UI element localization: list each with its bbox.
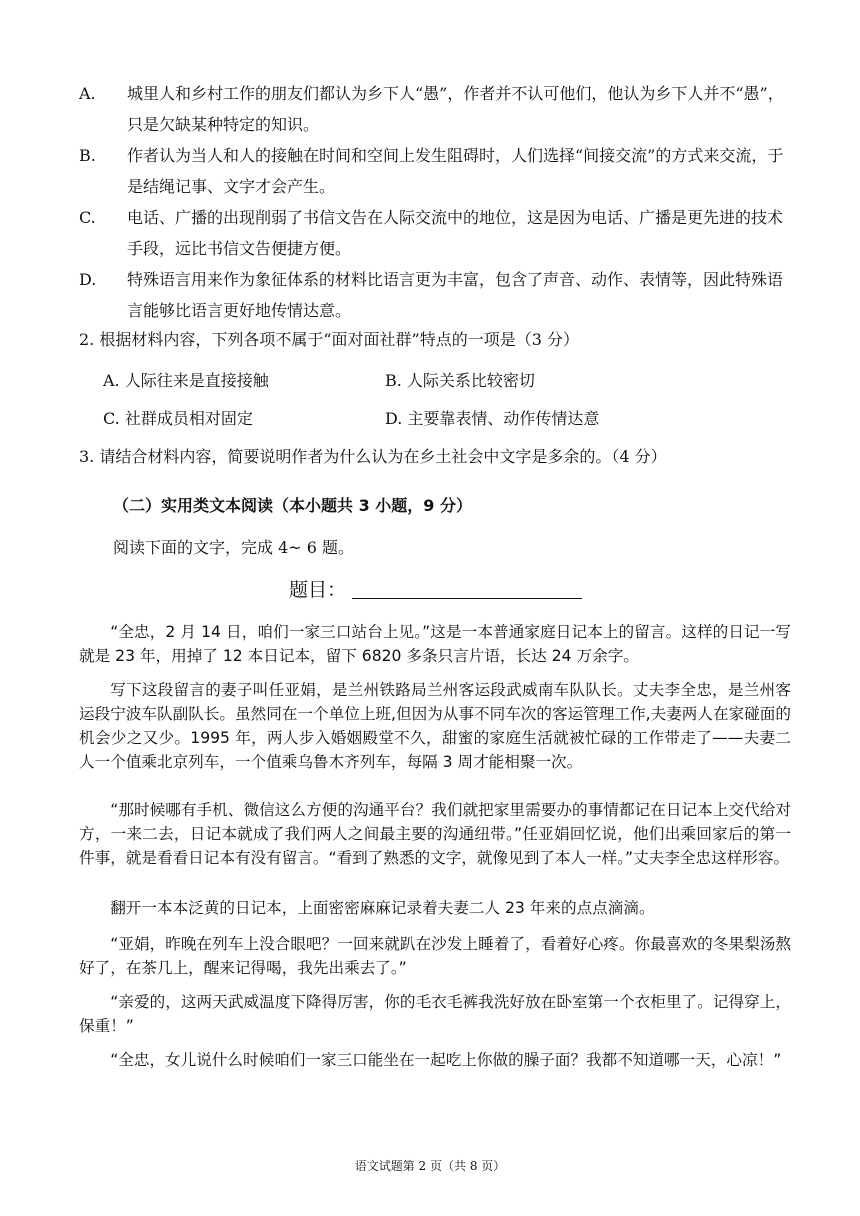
passage-paragraph-2: 写下这段留言的妻子叫任亚娟，是兰州铁路局兰州客运段武威南车队队长。丈夫李全忠，是兰州客运段宁波车队副队长。虽然同在一个单位上班,但因为从事不同车次的客运管理工作,夫妻两人在家碰面的机会少之又少。1995 年，两人步入婚姻殿堂不久，甜蜜的家庭生活就被忙碌的工作带走了——夫妻二人一个值乘北京列车，一个值乘乌鲁木齐列车，每隔 3 周才能相聚一次。 [79, 681, 791, 771]
title-blank-line [289, 575, 582, 602]
q3-stem: 3. 请结合材料内容，简要说明作者为什么认为在乡土社会中文字是多余的。（4 分） [79, 447, 667, 466]
passage-paragraph-4: 翻开一本本泛黄的日记本，上面密密麻麻记录着夫妻二人 23 年来的点点滴滴。 [110, 899, 655, 917]
q2-option-b: B. 人际关系比较密切 [385, 371, 535, 390]
passage-paragraph-5: “亚娟，昨晚在列车上没合眼吧？一回来就趴在沙发上睡着了，看着好心疼。你最喜欢的冬果梨汤熬好了，在茶几上，醒来记得喝，我先出乘去了。” [79, 935, 791, 977]
page-footer: 语文试题第 2 页（共 8 页） [354, 1159, 506, 1173]
option-text: 城里人和乡村工作的朋友们都认为乡下人“愚”，作者并不认可他们，他认为乡下人并不“愚”，只是欠缺某种特定的知识。 [127, 84, 784, 134]
option-letter: C. [79, 208, 96, 227]
q2-stem: 2. 根据材料内容，下列各项不属于“面对面社群”特点的一项是（3 分） [79, 330, 579, 349]
option-text: 特殊语言用来作为象征体系的材料比语言更为丰富，包含了声音、动作、表情等，因此特殊语言能够比语言更好地传情达意。 [127, 270, 784, 320]
option-letter: A. [79, 84, 96, 103]
passage-paragraph-1: “全忠，2 月 14 日，咱们一家三口站台上见。”这是一本普通家庭日记本上的留言。这样的日记一写就是 23 年，用掉了 12 本日记本，留下 6820 多条只言片语，长达 24 万余字。 [79, 623, 791, 665]
title-blank [352, 598, 582, 599]
option-letter: D. [79, 270, 97, 289]
title-label: 题目： [289, 579, 347, 601]
option-text: 作者认为当人和人的接触在时间和空间上发生阻碍时，人们选择“间接交流”的方式来交流，于是结绳记事、文字才会产生。 [127, 146, 784, 196]
q1-option-a [79, 78, 793, 140]
option-letter: B. [79, 146, 96, 165]
passage-paragraph-3: “那时候哪有手机、微信这么方便的沟通平台？我们就把家里需要办的事情都记在日记本上交代给对方，一来二去，日记本就成了我们两人之间最主要的沟通纽带。”任亚娟回忆说，他们出乘回家后的第一件事，就是看看日记本有没有留言。“看到了熟悉的文字，就像见到了本人一样。”丈夫李全忠这样形容。 [79, 801, 791, 867]
section-heading: （二）实用类文本阅读（本小题共 3 小题，9 分） [113, 496, 472, 515]
section-instruction: 阅读下面的文字，完成 4~ 6 题。 [113, 538, 355, 557]
q2-option-d: D. 主要靠表情、动作传情达意 [385, 409, 600, 428]
q2-option-c: C. 社群成员相对固定 [103, 409, 253, 428]
q1-option-d [79, 264, 793, 326]
q1-option-b [79, 140, 793, 202]
passage-paragraph-6: “亲爱的，这两天武威温度下降得厉害，你的毛衣毛裤我洗好放在卧室第一个衣柜里了。记得穿上，保重！” [79, 993, 791, 1035]
passage-paragraph-7: “全忠，女儿说什么时候咱们一家三口能坐在一起吃上你做的臊子面？我都不知道哪一天，心凉！” [110, 1051, 782, 1069]
q1-option-c [79, 202, 793, 264]
q2-option-a: A. 人际往来是直接接触 [103, 371, 269, 390]
option-text: 电话、广播的出现削弱了书信文告在人际交流中的地位，这是因为电话、广播是更先进的技术手段，远比书信文告便捷方便。 [127, 208, 784, 258]
